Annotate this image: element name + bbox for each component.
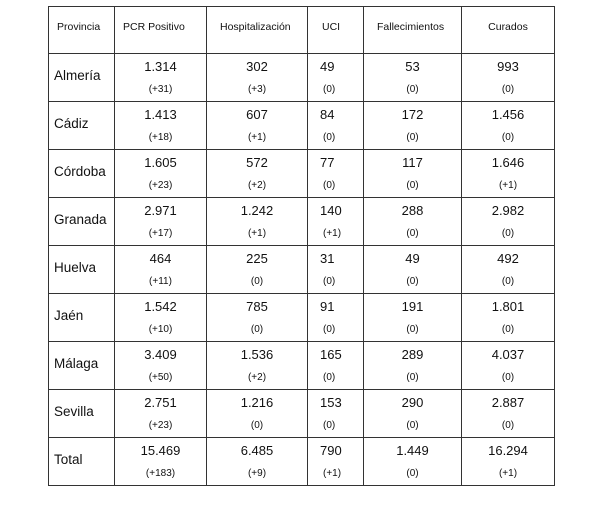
- province-name: Sevilla: [49, 390, 115, 438]
- cell-daily-change: (0): [250, 276, 264, 287]
- cell-value: 1.413: [144, 107, 177, 122]
- header-provincia: Provincia: [49, 7, 115, 54]
- cell-value: 2.982: [491, 203, 525, 218]
- cell-daily-change: (+2): [247, 180, 267, 191]
- uci-cell: [308, 198, 364, 246]
- province-name: Huelva: [49, 246, 115, 294]
- cell-value: 1.456: [491, 107, 525, 122]
- cell-value: 84: [320, 107, 335, 122]
- fallecimientos-cell: [364, 246, 462, 294]
- cell-daily-change: (0): [323, 276, 336, 287]
- cell-daily-change: (+1): [498, 180, 518, 191]
- uci-cell: [308, 342, 364, 390]
- pcr-positivo-cell: [115, 294, 207, 342]
- cell-value: 290: [401, 395, 424, 410]
- cell-daily-change: (+1): [498, 468, 518, 479]
- cell-daily-change: (0): [501, 372, 515, 383]
- fallecimientos-cell: [364, 150, 462, 198]
- cell-daily-change: (+18): [148, 132, 173, 143]
- cell-value: 31: [320, 251, 335, 266]
- covid-stats-table: [48, 6, 555, 486]
- hospitalizacion-cell: [207, 246, 308, 294]
- cell-value: 2.751: [144, 395, 177, 410]
- cell-daily-change: (0): [501, 420, 515, 431]
- header-pcr: PCR Positivo: [115, 7, 207, 54]
- header-fallecimientos: Fallecimientos: [364, 7, 462, 54]
- cell-value: 15.469: [140, 443, 181, 458]
- cell-daily-change: (0): [501, 276, 515, 287]
- curados-cell: [462, 54, 555, 102]
- cell-daily-change: (0): [406, 228, 419, 239]
- hospitalizacion-cell: [207, 294, 308, 342]
- cell-daily-change: (0): [501, 324, 515, 335]
- curados-cell: [462, 150, 555, 198]
- hospitalizacion-cell: [207, 150, 308, 198]
- curados-cell: [462, 390, 555, 438]
- curados-cell: [462, 342, 555, 390]
- cell-value: 1.542: [144, 299, 177, 314]
- fallecimientos-cell: [364, 102, 462, 150]
- cell-value: 993: [497, 59, 519, 74]
- cell-value: 49: [405, 251, 420, 266]
- cell-value: 302: [246, 59, 268, 74]
- cell-daily-change: (0): [406, 468, 419, 479]
- hospitalizacion-cell: [207, 198, 308, 246]
- header-uci: UCI: [308, 7, 364, 54]
- cell-daily-change: (0): [406, 372, 419, 383]
- cell-value: 288: [401, 203, 424, 218]
- cell-value: 165: [320, 347, 342, 362]
- cell-value: 1.216: [240, 395, 274, 410]
- cell-value: 1.605: [144, 155, 177, 170]
- cell-daily-change: (0): [406, 132, 419, 143]
- cell-daily-change: (+31): [148, 84, 173, 95]
- header-curados: Curados: [462, 7, 555, 54]
- uci-cell: [308, 54, 364, 102]
- uci-cell: [308, 294, 364, 342]
- cell-value: 91: [320, 299, 335, 314]
- fallecimientos-cell: [364, 198, 462, 246]
- province-name: Córdoba: [49, 150, 115, 198]
- cell-value: 4.037: [491, 347, 525, 362]
- curados-cell: [462, 102, 555, 150]
- cell-daily-change: (0): [501, 84, 515, 95]
- cell-value: 289: [401, 347, 424, 362]
- cell-value: 153: [320, 395, 342, 410]
- cell-value: 225: [246, 251, 268, 266]
- cell-daily-change: (0): [323, 84, 336, 95]
- cell-daily-change: (0): [250, 324, 264, 335]
- table-row: [49, 150, 555, 198]
- cell-value: 2.971: [144, 203, 177, 218]
- cell-daily-change: (0): [323, 420, 336, 431]
- cell-daily-change: (+1): [247, 132, 267, 143]
- cell-value: 464: [149, 251, 172, 266]
- cell-value: 16.294: [488, 443, 528, 458]
- cell-value: 172: [401, 107, 424, 122]
- cell-daily-change: (+10): [148, 324, 173, 335]
- province-name: Almería: [49, 54, 115, 102]
- cell-value: 1.449: [396, 443, 429, 458]
- cell-daily-change: (0): [323, 372, 336, 383]
- cell-value: 140: [320, 203, 342, 218]
- fallecimientos-cell: [364, 390, 462, 438]
- fallecimientos-cell: [364, 342, 462, 390]
- cell-value: 3.409: [144, 347, 177, 362]
- cell-daily-change: (0): [501, 228, 515, 239]
- cell-value: 49: [320, 59, 335, 74]
- cell-value: 1.536: [240, 347, 274, 362]
- table-row: [49, 438, 555, 486]
- fallecimientos-cell: [364, 294, 462, 342]
- cell-daily-change: (+23): [148, 420, 173, 431]
- cell-daily-change: (0): [323, 132, 336, 143]
- hospitalizacion-cell: [207, 102, 308, 150]
- table-row: [49, 198, 555, 246]
- cell-value: 572: [246, 155, 268, 170]
- cell-daily-change: (+1): [323, 468, 342, 479]
- cell-daily-change: (0): [406, 180, 419, 191]
- table-row: [49, 342, 555, 390]
- cell-daily-change: (+23): [148, 180, 173, 191]
- cell-daily-change: (+183): [145, 468, 176, 479]
- header-hospitalizacion: Hospitalización: [207, 7, 308, 54]
- pcr-positivo-cell: [115, 198, 207, 246]
- cell-value: 1.242: [240, 203, 274, 218]
- cell-value: 1.314: [144, 59, 177, 74]
- cell-daily-change: (+50): [148, 372, 173, 383]
- table-row: [49, 294, 555, 342]
- cell-daily-change: (+2): [247, 372, 267, 383]
- hospitalizacion-cell: [207, 342, 308, 390]
- table-body: [49, 54, 555, 486]
- cell-daily-change: (+17): [148, 228, 173, 239]
- cell-daily-change: (0): [501, 132, 515, 143]
- cell-daily-change: (+11): [149, 276, 172, 287]
- curados-cell: [462, 246, 555, 294]
- hospitalizacion-cell: [207, 54, 308, 102]
- table-row: [49, 54, 555, 102]
- cell-daily-change: (0): [323, 180, 336, 191]
- cell-value: 785: [246, 299, 268, 314]
- cell-value: 607: [246, 107, 268, 122]
- pcr-positivo-cell: [115, 342, 207, 390]
- pcr-positivo-cell: [115, 54, 207, 102]
- fallecimientos-cell: [364, 438, 462, 486]
- province-name: Jaén: [49, 294, 115, 342]
- uci-cell: [308, 246, 364, 294]
- uci-cell: [308, 102, 364, 150]
- cell-value: 53: [405, 59, 420, 74]
- uci-cell: [308, 390, 364, 438]
- cell-value: 6.485: [240, 443, 274, 458]
- header-row: [49, 7, 555, 54]
- cell-value: 2.887: [491, 395, 525, 410]
- province-name: Total: [49, 438, 115, 486]
- cell-daily-change: (0): [406, 276, 419, 287]
- cell-daily-change: (+1): [247, 228, 267, 239]
- fallecimientos-cell: [364, 54, 462, 102]
- cell-value: 77: [320, 155, 335, 170]
- cell-value: 1.646: [491, 155, 525, 170]
- cell-value: 492: [497, 251, 519, 266]
- cell-daily-change: (+1): [323, 228, 342, 239]
- uci-cell: [308, 438, 364, 486]
- cell-value: 191: [401, 299, 424, 314]
- curados-cell: [462, 294, 555, 342]
- hospitalizacion-cell: [207, 390, 308, 438]
- table-row: [49, 102, 555, 150]
- table-row: [49, 246, 555, 294]
- province-name: Cádiz: [49, 102, 115, 150]
- cell-daily-change: (0): [406, 84, 419, 95]
- province-name: Málaga: [49, 342, 115, 390]
- cell-daily-change: (0): [406, 324, 419, 335]
- cell-daily-change: (0): [406, 420, 419, 431]
- pcr-positivo-cell: [115, 150, 207, 198]
- cell-daily-change: (0): [323, 324, 336, 335]
- table-row: [49, 390, 555, 438]
- cell-value: 790: [320, 443, 342, 458]
- curados-cell: [462, 438, 555, 486]
- pcr-positivo-cell: [115, 246, 207, 294]
- cell-value: 1.801: [491, 299, 525, 314]
- cell-daily-change: (0): [250, 420, 264, 431]
- hospitalizacion-cell: [207, 438, 308, 486]
- cell-daily-change: (+3): [247, 84, 267, 95]
- pcr-positivo-cell: [115, 390, 207, 438]
- cell-daily-change: (+9): [247, 468, 267, 479]
- province-name: Granada: [49, 198, 115, 246]
- pcr-positivo-cell: [115, 438, 207, 486]
- curados-cell: [462, 198, 555, 246]
- cell-value: 117: [402, 155, 423, 170]
- uci-cell: [308, 150, 364, 198]
- pcr-positivo-cell: [115, 102, 207, 150]
